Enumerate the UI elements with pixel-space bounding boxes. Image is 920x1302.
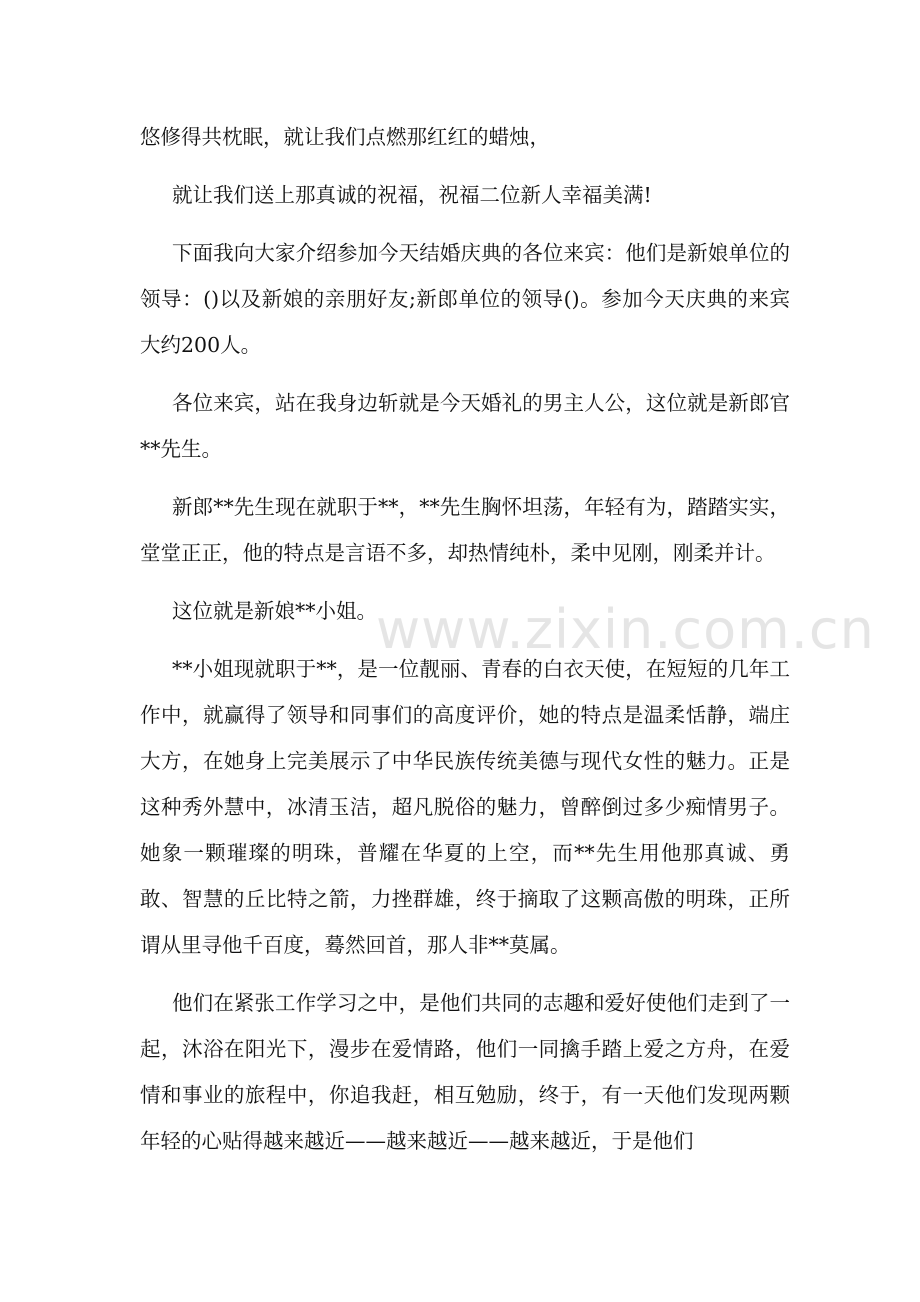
paragraph-6: 这位就是新娘**小姐。 [172,599,377,623]
watermark-text: www.zixin.com.cn [376,598,875,661]
paragraph-5: 新郎**先生现在就职于**，**先生胸怀坦荡，年轻有为，踏踏实实，堂堂正正，他的特点是言语不多，却热情纯朴，柔中见刚，刚柔并计。 [140,495,790,565]
paragraph-7: **小姐现就职于**，是一位靓丽、青春的白衣天使，在短短的几年工作中，就赢得了领导和同事们的高度评价，她的特点是温柔恬静，端庄大方，在她身上完美展示了中华民族传统美德与现代女性的魅力。正是这种秀外慧中，冰清玉洁，超凡脱俗的魅力，曾醉倒过多少痴情男子。她象一颗璀璨的明珠，普耀在华夏的上空，而**先生用他那真诚、勇敢、智慧的丘比特之箭，力挫群雄，终于摘取了这颗高傲的明珠，正所谓从里寻他千百度，蓦然回首，那人非**莫属。 [140,657,790,957]
document-body [140,114,790,1164]
paragraph-1: 悠修得共枕眠，就让我们点燃那红红的蜡烛， [140,125,550,149]
paragraph-3: 下面我向大家介绍参加今天结婚庆典的各位来宾：他们是新娘单位的领导：()以及新娘的亲朋好友;新郎单位的领导()。参加今天庆典的来宾大约200人。 [140,241,790,357]
paragraph-8: 他们在紧张工作学习之中，是他们共同的志趣和爱好使他们走到了一起，沐浴在阳光下，漫步在爱情路，他们一同擒手踏上爱之方舟，在爱情和事业的旅程中，你追我赶，相互勉励，终于，有一天他们发现两颗年轻的心贴得越来越近——越来越近——越来越近，于是他们 [140,991,790,1153]
paragraph-4: 各位来宾，站在我身边斩就是今天婚礼的男主人公，这位就是新郎官**先生。 [140,391,790,461]
paragraph-2: 就让我们送上那真诚的祝福，祝福二位新人幸福美满! [172,183,652,207]
